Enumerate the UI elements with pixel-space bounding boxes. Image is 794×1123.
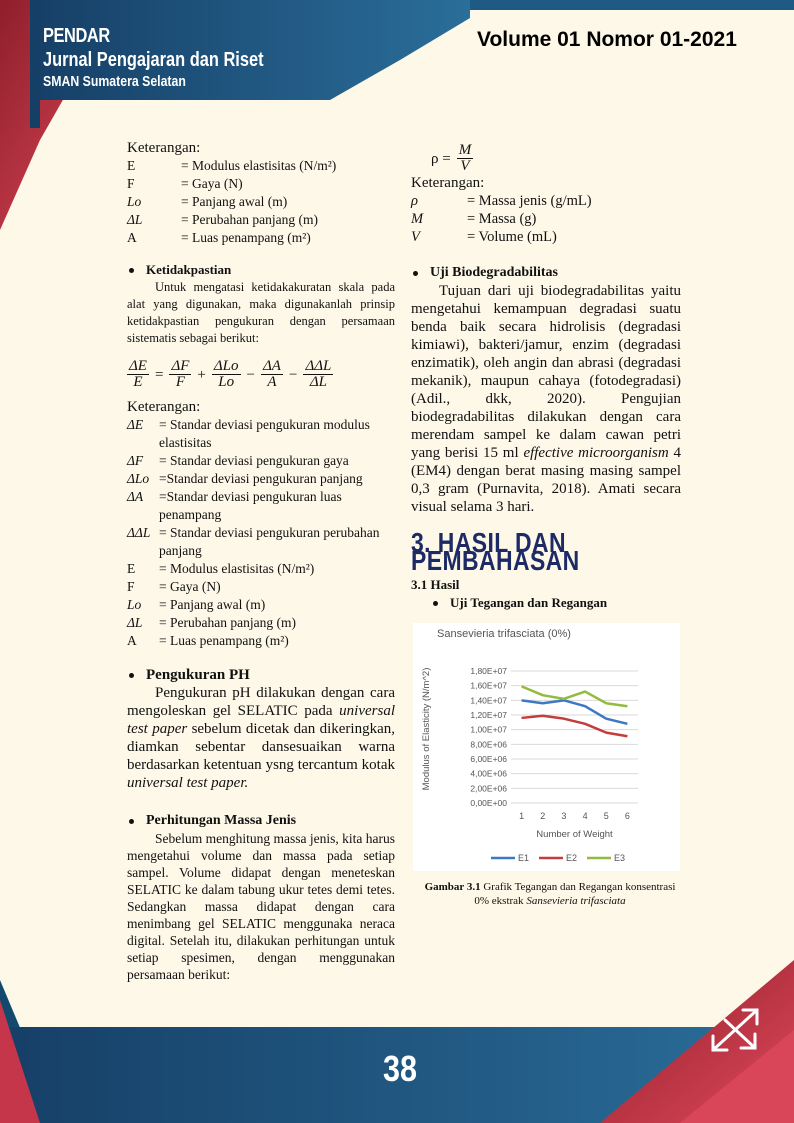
ketidakpastian-text: Untuk mengatasi ketidakakuratan skala pada alat yang digunakan, maka digunakanlah prinsip ketidakpastian pengukuran dengan persamaan sistematis sebagai berikut: xyxy=(127,280,395,345)
keterangan-row xyxy=(127,578,395,596)
legend-label: E1 xyxy=(518,853,530,863)
symbol: ΔLo xyxy=(127,471,150,486)
biodegradabilitas-text: Tujuan dari uji biodegradabilitas yaitu mengetahui kemampuan degradasi suatu benda baik secara hidrolisis (degradasi kimiawi), bakteri/jamur, enzim (degradasi enzimatik), oleh angin dan abrasi (degradasi mekanik), maupun cahaya (fotodegradasi) (Adil., dkk, 2020). Pengujian biodegradabilitas dilakukan dengan cara merendam sampel ke dalam cawan petri yang berisi 15 ml effective microorganism 4 (EM4) dengan berat masing masing sampel 0,3 gram (Purnavita, 2018). Amati secara visual selama 3 hari. xyxy=(411,283,682,515)
keterangan-3-list xyxy=(411,192,681,246)
symbol: E xyxy=(127,158,136,173)
description: = Modulus elastisitas (N/m²) xyxy=(159,561,315,576)
symbol: M xyxy=(411,211,424,227)
keterangan-row xyxy=(127,229,395,247)
symbol: ΔE xyxy=(127,417,144,432)
description: = Modulus elastisitas (N/m²) xyxy=(181,158,337,173)
keterangan-2-list xyxy=(127,416,395,650)
journal-subtitle: Jurnal Pengajaran dan Riset xyxy=(43,49,264,71)
y-tick-label: 8,00E+06 xyxy=(470,739,507,750)
description: = Panjang awal (m) xyxy=(159,597,266,612)
symbol: Lo xyxy=(127,597,142,612)
x-tick-label: 4 xyxy=(582,811,588,821)
description: = Massa jenis (g/mL) xyxy=(467,193,592,209)
description: = Perubahan panjang (m) xyxy=(181,212,318,227)
keterangan-3-title: Keterangan: xyxy=(411,175,485,191)
bullet-icon xyxy=(129,673,134,678)
right-column xyxy=(411,143,681,612)
keterangan-row xyxy=(127,211,395,229)
y-tick-label: 6,00E+06 xyxy=(470,754,507,764)
y-tick-label: 1,80E+07 xyxy=(470,666,507,676)
symbol: F xyxy=(127,579,135,594)
symbol: Lo xyxy=(127,194,142,209)
symbol: A xyxy=(127,633,137,648)
bullet-icon xyxy=(433,601,438,606)
ketidakpastian-title: Ketidakpastian xyxy=(146,262,232,277)
keterangan-row xyxy=(127,488,395,524)
ph-heading xyxy=(127,666,395,684)
journal-name: PENDAR xyxy=(43,25,110,47)
description: = Gaya (N) xyxy=(159,579,221,594)
ph-title: Pengukuran PH xyxy=(146,667,250,683)
uji-tegangan-heading xyxy=(431,594,681,612)
massa-jenis-title: Perhitungan Massa Jenis xyxy=(146,813,297,828)
y-axis-label: Modulus of Elasticity (N/m^2) xyxy=(421,667,432,791)
expand-arrows-icon xyxy=(705,1000,765,1060)
description: = Perubahan panjang (m) xyxy=(159,615,296,630)
keterangan-row xyxy=(411,192,681,210)
massa-jenis-heading xyxy=(127,812,395,830)
keterangan-row xyxy=(127,175,395,193)
keterangan-1-list xyxy=(127,157,395,247)
description: = Luas penampang (m²) xyxy=(181,230,311,245)
x-tick-label: 5 xyxy=(603,811,609,821)
symbol: ΔL xyxy=(127,212,143,227)
description: = Standar deviasi pengukuran modulus elastisitas xyxy=(159,417,370,450)
bullet-icon xyxy=(129,268,134,273)
massa-jenis-text: Sebelum menghitung massa jenis, kita harus mengetahui volume dan massa pada setiap sampel. Volume didapat dengan meneteskan SELATIC ke dalam tabung ukur tetes demi tetes. Sedangkan massa didapat dengan cara menimbang gel SELATIC menggunaka neraca digital. Setelah itu, dilakukan perhitungan untuk setiap spesimen, dengan menggunakan persamaan berikut: xyxy=(127,831,395,982)
journal-masthead xyxy=(43,26,312,89)
figure-caption: Gambar 3.1 Grafik Tegangan dan Regangan konsentrasi 0% ekstrak Sansevieria trifasciata xyxy=(424,881,676,907)
keterangan-row xyxy=(127,452,395,470)
section-title: 3. HASIL DAN PEMBAHASAN xyxy=(411,527,580,576)
x-tick-label: 3 xyxy=(561,811,567,821)
volume-label: Volume 01 Nomor 01-2021 xyxy=(477,28,737,51)
symbol: A xyxy=(127,230,137,245)
keterangan-row xyxy=(127,416,395,452)
uncertainty-equation: $\frac{\Delta E}{E}$ = $\frac{\Delta F}{F}$ + $\frac{\text{ΔLo}}{Lo}$ − $\frac{\Delta A}{A}$ − $\frac{\text{ΔΔL}}{\Delta L}$ xyxy=(129,358,332,390)
description: = Massa (g) xyxy=(467,211,537,227)
y-tick-label: 1,40E+07 xyxy=(470,695,507,706)
description: = Luas penampang (m²) xyxy=(159,633,289,648)
keterangan-row xyxy=(127,614,395,632)
y-tick-label: 4,00E+06 xyxy=(470,768,507,779)
description: =Standar deviasi pengukuran panjang xyxy=(159,471,363,486)
y-tick-label: 0,00E+00 xyxy=(470,798,507,808)
bullet-icon xyxy=(413,271,418,276)
keterangan-row xyxy=(127,632,395,650)
keterangan-row xyxy=(127,596,395,614)
chart-container xyxy=(413,623,680,871)
symbol: ΔA xyxy=(127,489,144,504)
keterangan-row xyxy=(127,193,395,211)
biodegradabilitas-heading xyxy=(411,264,681,282)
symbol: F xyxy=(127,176,135,191)
y-tick-label: 2,00E+06 xyxy=(470,783,507,794)
description: = Volume (mL) xyxy=(467,229,557,245)
description: = Gaya (N) xyxy=(181,176,243,191)
page-number: 38 xyxy=(383,1048,418,1089)
uji-tegangan-title: Uji Tegangan dan Regangan xyxy=(450,595,608,610)
description: = Panjang awal (m) xyxy=(181,194,288,209)
ph-text: Pengukuran pH dilakukan dengan cara mengoleskan gel SELATIC pada universal test paper sebelum dicetak dan dikeringkan, diamkan sebentar dansesuaikan warna berdasarkan ketentuan ysng tercantum kotak universal test paper. xyxy=(127,685,396,791)
symbol: V xyxy=(411,229,420,245)
keterangan-row xyxy=(127,524,395,560)
x-tick-label: 1 xyxy=(519,811,525,821)
keterangan-row xyxy=(127,470,395,488)
description: = Standar deviasi pengukuran perubahan panjang xyxy=(159,525,380,558)
y-tick-label: 1,20E+07 xyxy=(470,710,507,720)
symbol: ΔF xyxy=(127,453,144,468)
symbol: ΔΔL xyxy=(127,525,151,540)
journal-institution: SMAN Sumatera Selatan xyxy=(43,73,186,90)
biodegradabilitas-title: Uji Biodegradabilitas xyxy=(430,265,558,280)
description: = Standar deviasi pengukuran gaya xyxy=(159,453,349,468)
keterangan-1-title: Keterangan: xyxy=(127,140,201,156)
bullet-icon xyxy=(129,819,134,824)
x-axis-label: Number of Weight xyxy=(536,829,613,840)
x-tick-label: 2 xyxy=(540,811,546,821)
legend-label: E2 xyxy=(566,853,578,863)
y-tick-label: 1,00E+07 xyxy=(470,724,507,735)
description: =Standar deviasi pengukuran luas penampang xyxy=(159,489,342,522)
line-chart xyxy=(413,623,680,871)
x-tick-label: 6 xyxy=(624,811,630,821)
keterangan-2-title: Keterangan: xyxy=(127,399,201,415)
left-column xyxy=(127,139,395,983)
keterangan-row xyxy=(127,157,395,175)
ketidakpastian-heading xyxy=(127,261,395,279)
symbol: ρ xyxy=(411,193,418,209)
keterangan-row xyxy=(127,560,395,578)
y-tick-label: 1,60E+07 xyxy=(470,680,507,691)
chart-title: Sansevieria trifasciata (0%) xyxy=(437,628,571,640)
keterangan-row xyxy=(411,210,681,228)
symbol: E xyxy=(127,561,136,576)
density-equation: ρ = $\frac{M}{V}$ xyxy=(431,142,472,174)
subsection-title: 3.1 Hasil xyxy=(411,577,460,592)
legend-label: E3 xyxy=(614,853,626,863)
symbol: ΔL xyxy=(127,615,143,630)
keterangan-row xyxy=(411,228,681,246)
